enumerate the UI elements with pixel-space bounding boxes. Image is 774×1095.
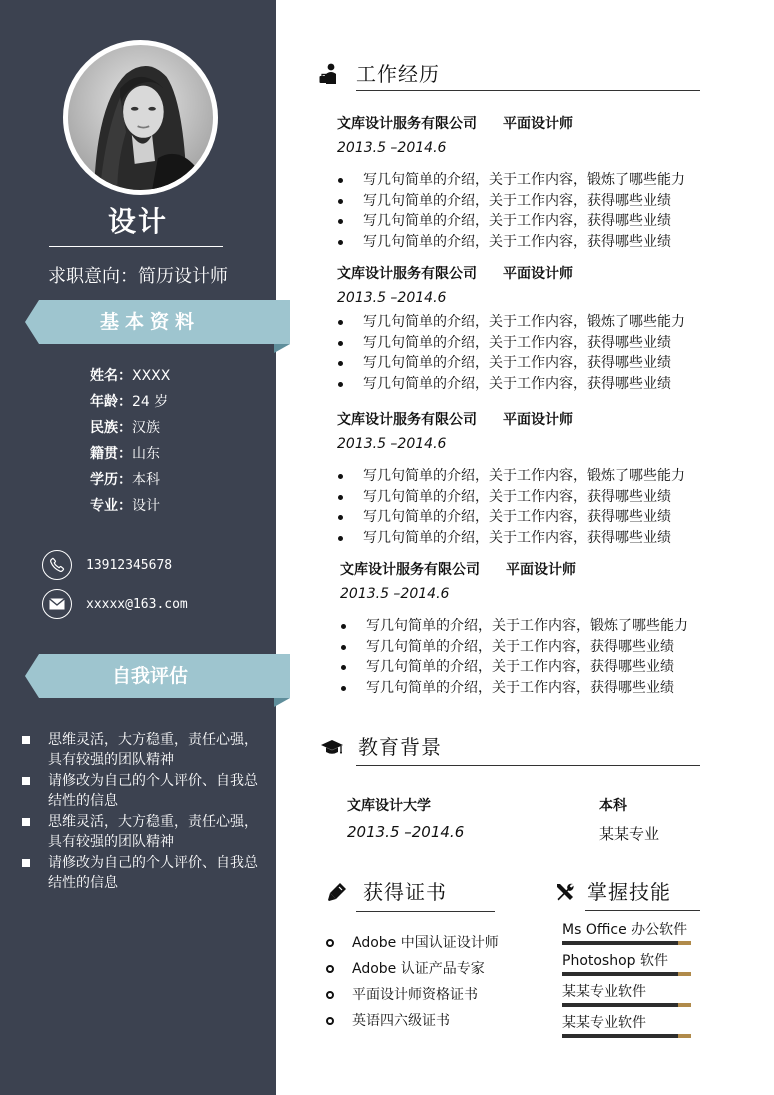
sidebar [0, 0, 276, 1095]
candidate-name: 设计 [107, 205, 168, 238]
bullet-text: 写几句简单的介绍，关于工作内容，锻炼了哪些能力 [366, 618, 688, 634]
list-item [337, 170, 717, 191]
self-eval-ribbon [25, 654, 290, 698]
work-section-title: 工作经历 [356, 62, 440, 86]
job-bullets [337, 312, 717, 394]
bullet-text: 写几句简单的介绍，关于工作内容，获得哪些业绩 [363, 375, 671, 392]
job-company: 文库设计服务有限公司 [337, 412, 477, 428]
avatar-photo [68, 45, 213, 190]
education-section-header [320, 735, 442, 759]
bullet-text: 写几句简单的介绍，关于工作内容，获得哪些业绩 [363, 488, 671, 505]
bullet-text: 写几句简单的介绍，关于工作内容，获得哪些业绩 [363, 334, 671, 351]
list-item [340, 678, 720, 699]
tools-icon [553, 880, 577, 904]
job-role: 平面设计师 [503, 116, 573, 132]
phone-icon [42, 550, 72, 580]
square-bullet-icon [22, 818, 30, 826]
certificates-section-header [325, 880, 447, 904]
certificates-section-title: 获得证书 [363, 880, 447, 904]
bullet-dot-icon [338, 382, 343, 387]
certificate-name: 平面设计师资格证书 [352, 987, 478, 1003]
bullet-text: 写几句简单的介绍，关于工作内容，获得哪些业绩 [363, 509, 671, 526]
certificates-list [326, 930, 499, 1034]
self-eval-title: 自我评估 [111, 665, 188, 687]
list-item [337, 353, 717, 374]
info-value: 设计 [132, 498, 160, 514]
contact-email [42, 589, 188, 619]
info-key: 学历： [90, 472, 132, 488]
bullet-dot-icon [338, 515, 343, 520]
skill-level-fill [562, 941, 678, 945]
skill-item [562, 1013, 692, 1044]
ring-bullet-icon [326, 1017, 334, 1025]
self-eval-text: 请修改为自己的个人评价、自我总结性的信息 [48, 855, 258, 891]
list-item [337, 232, 717, 253]
skill-track [562, 1003, 691, 1007]
info-value: 本科 [132, 472, 160, 488]
info-key: 年龄： [90, 394, 132, 410]
list-item [337, 466, 717, 487]
bullet-dot-icon [338, 219, 343, 224]
ring-bullet-icon [326, 939, 334, 947]
bullet-dot-icon [341, 686, 346, 691]
certificate-pen-icon [325, 880, 349, 904]
job-period: 2013.5 –2014.6 [337, 290, 447, 306]
list-item [337, 312, 717, 333]
work-section-divider [356, 90, 700, 91]
education-period: 2013.5 –2014.6 [347, 823, 465, 841]
list-item [337, 374, 717, 395]
list-item [326, 956, 499, 982]
job-role: 平面设计师 [503, 266, 573, 282]
email-address: xxxxx@163.com [86, 596, 188, 612]
bullet-text: 写几句简单的介绍，关于工作内容，获得哪些业绩 [366, 659, 674, 676]
skill-item [562, 982, 692, 1013]
work-section-header [318, 62, 440, 86]
basic-info-ribbon [25, 300, 290, 344]
info-key: 籍贯： [90, 446, 132, 462]
job-entry [340, 559, 720, 698]
list-item [22, 853, 262, 893]
job-bullets [337, 466, 717, 548]
list-item [326, 1008, 499, 1034]
bullet-dot-icon [338, 495, 343, 500]
skills-section-title: 掌握技能 [587, 880, 671, 904]
ribbon-fold [274, 698, 290, 707]
info-row-hometown [90, 444, 170, 470]
skill-label: Ms Office 办公软件 [562, 922, 688, 938]
bullet-text: 写几句简单的介绍，关于工作内容，获得哪些业绩 [363, 213, 671, 230]
bullet-text: 写几句简单的介绍，关于工作内容，获得哪些业绩 [363, 233, 671, 250]
info-row-degree [90, 470, 170, 496]
info-key: 姓名： [90, 368, 132, 384]
job-entry [337, 113, 717, 252]
job-period: 2013.5 –2014.6 [337, 436, 447, 452]
info-value: 24 岁 [132, 394, 169, 410]
certificate-name: Adobe 中国认证设计师 [352, 935, 499, 951]
info-row-major [90, 496, 170, 522]
bullet-text: 写几句简单的介绍，关于工作内容，获得哪些业绩 [363, 192, 671, 209]
skill-item [562, 920, 692, 951]
square-bullet-icon [22, 859, 30, 867]
ribbon-fold [274, 344, 290, 353]
basic-info-list [90, 366, 170, 522]
skill-label: Photoshop 软件 [562, 953, 669, 969]
list-item [340, 616, 720, 637]
skill-level-fill [562, 1003, 678, 1007]
info-value: 汉族 [132, 420, 160, 436]
skill-item [562, 951, 692, 982]
phone-number: 13912345678 [86, 557, 173, 573]
bullet-dot-icon [338, 361, 343, 366]
list-item [337, 333, 717, 354]
list-item [326, 930, 499, 956]
name-divider [49, 246, 223, 247]
job-company-line [337, 113, 717, 133]
self-eval-text: 思维灵活，大方稳重，责任心强，具有较强的团队精神 [48, 732, 258, 768]
job-company-line [340, 559, 720, 579]
job-company-line [337, 409, 717, 429]
job-period: 2013.5 –2014.6 [337, 140, 447, 156]
bullet-text: 写几句简单的介绍，关于工作内容，获得哪些业绩 [363, 529, 671, 546]
skill-label: 某某专业软件 [562, 984, 646, 1000]
skill-label: 某某专业软件 [562, 1015, 646, 1031]
bullet-dot-icon [338, 536, 343, 541]
bullet-text: 写几句简单的介绍，关于工作内容，获得哪些业绩 [366, 638, 674, 655]
skill-level-fill [562, 972, 678, 976]
contact-phone [42, 550, 172, 580]
bullet-dot-icon [338, 240, 343, 245]
bullet-text: 写几句简单的介绍，关于工作内容，获得哪些业绩 [366, 679, 674, 696]
info-value: 山东 [132, 446, 160, 462]
self-eval-text: 请修改为自己的个人评价、自我总结性的信息 [48, 773, 258, 809]
certificate-name: 英语四六级证书 [352, 1013, 450, 1029]
major: 某某专业 [599, 825, 660, 843]
education-section-divider [356, 765, 700, 766]
bullet-dot-icon [338, 199, 343, 204]
school-name: 文库设计大学 [347, 798, 431, 814]
job-objective: 求职意向：简历设计师 [48, 266, 228, 287]
bullet-text: 写几句简单的介绍，关于工作内容，锻炼了哪些能力 [363, 314, 685, 330]
skills-section-divider [585, 910, 700, 911]
skills-section-header [553, 880, 671, 904]
list-item [22, 812, 262, 852]
skills-list [562, 920, 692, 1044]
square-bullet-icon [22, 736, 30, 744]
basic-info-title: 基本资料 [99, 311, 200, 333]
bullet-dot-icon [338, 341, 343, 346]
list-item [337, 507, 717, 528]
skill-track [562, 972, 691, 976]
job-entry [337, 409, 717, 548]
list-item [337, 191, 717, 212]
job-period: 2013.5 –2014.6 [340, 586, 450, 602]
bullet-dot-icon [341, 645, 346, 650]
avatar [63, 40, 218, 195]
info-row-name [90, 366, 170, 392]
briefcase-person-icon [318, 62, 342, 86]
list-item [337, 211, 717, 232]
list-item [337, 528, 717, 549]
bullet-text: 写几句简单的介绍，关于工作内容，锻炼了哪些能力 [363, 468, 685, 484]
certificates-section-divider [356, 911, 495, 912]
info-key: 专业： [90, 498, 132, 514]
bullet-dot-icon [338, 320, 343, 325]
bullet-dot-icon [341, 665, 346, 670]
skill-track [562, 1034, 691, 1038]
certificate-name: Adobe 认证产品专家 [352, 961, 485, 977]
job-company: 文库设计服务有限公司 [340, 562, 480, 578]
job-role: 平面设计师 [506, 562, 576, 578]
ring-bullet-icon [326, 965, 334, 973]
job-company: 文库设计服务有限公司 [337, 266, 477, 282]
job-bullets [337, 170, 717, 252]
info-row-age [90, 392, 170, 418]
job-role: 平面设计师 [503, 412, 573, 428]
self-eval-text: 思维灵活，大方稳重，责任心强，具有较强的团队精神 [48, 814, 258, 850]
mail-icon [42, 589, 72, 619]
self-eval-list [22, 730, 262, 894]
education-section-title: 教育背景 [358, 735, 442, 759]
job-company-line [337, 263, 717, 283]
bullet-text: 写几句简单的介绍，关于工作内容，获得哪些业绩 [363, 355, 671, 372]
list-item [326, 982, 499, 1008]
job-entry [337, 263, 717, 394]
info-key: 民族： [90, 420, 132, 436]
list-item [337, 487, 717, 508]
list-item [22, 730, 262, 770]
degree: 本科 [599, 798, 627, 814]
info-row-ethnicity [90, 418, 170, 444]
skill-level-fill [562, 1034, 678, 1038]
list-item [340, 637, 720, 658]
job-bullets [340, 616, 720, 698]
bullet-dot-icon [338, 178, 343, 183]
list-item [22, 771, 262, 811]
bullet-dot-icon [338, 474, 343, 479]
skill-track [562, 941, 691, 945]
square-bullet-icon [22, 777, 30, 785]
ring-bullet-icon [326, 991, 334, 999]
bullet-dot-icon [341, 624, 346, 629]
graduation-cap-icon [320, 735, 344, 759]
list-item [340, 657, 720, 678]
bullet-text: 写几句简单的介绍，关于工作内容，锻炼了哪些能力 [363, 172, 685, 188]
job-company: 文库设计服务有限公司 [337, 116, 477, 132]
info-value: XXXX [132, 368, 171, 384]
